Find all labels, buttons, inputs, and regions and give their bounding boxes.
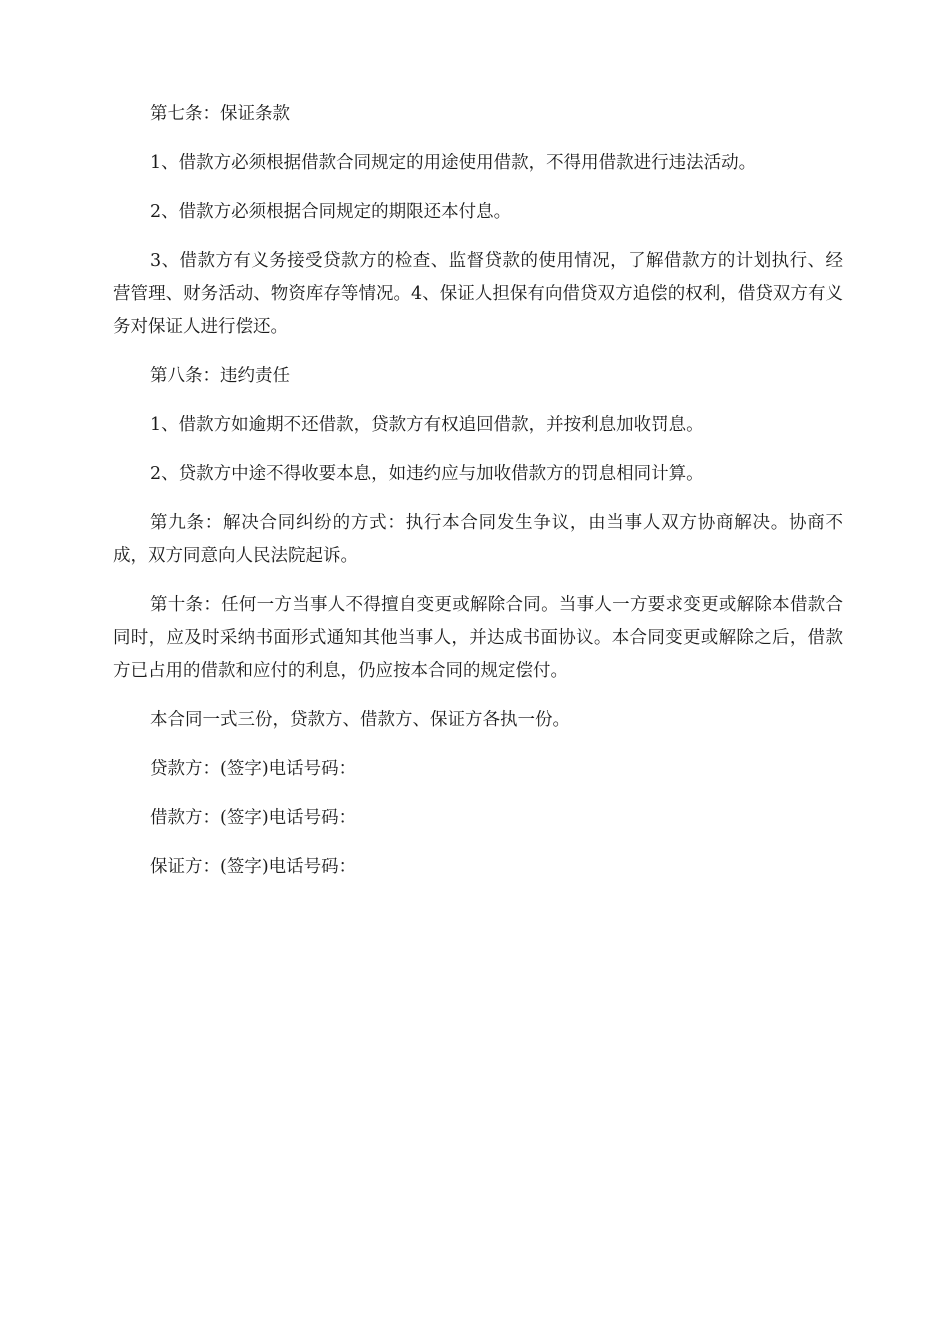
article-7-clause-2: 2、借款方必须根据合同规定的期限还本付息。 xyxy=(150,202,512,222)
article-9: 第九条：解决合同纠纷的方式：执行本合同发生争议，由当事人双方协商解决。协商不成，双方同意向人民法院起诉。 xyxy=(113,513,843,566)
article-8-clause-1: 1、借款方如逾期不还借款，贷款方有权追回借款，并按利息加收罚息。 xyxy=(150,415,704,435)
article-7-clause-1: 1、借款方必须根据借款合同规定的用途使用借款，不得用借款进行违法活动。 xyxy=(150,153,757,173)
article-7-clause-3-4: 3、借款方有义务接受贷款方的检查、监督贷款的使用情况，了解借款方的计划执行、经营管理、财务活动、物资库存等情况。4、保证人担保有向借贷双方追偿的权利，借贷双方有义务对保证人进行偿还。 xyxy=(113,251,843,337)
guarantor-signature-line: 保证方：(签字)电话号码： xyxy=(150,857,357,877)
borrower-signature-line: 借款方：(签字)电话号码： xyxy=(150,808,357,828)
article-8-heading: 第八条：违约责任 xyxy=(150,366,290,386)
copies-statement: 本合同一式三份，贷款方、借款方、保证方各执一份。 xyxy=(150,710,570,730)
article-10: 第十条：任何一方当事人不得擅自变更或解除合同。当事人一方要求变更或解除本借款合同时，应及时采纳书面形式通知其他当事人，并达成书面协议。本合同变更或解除之后，借款方已占用的借款和应付的利息，仍应按本合同的规定偿付。 xyxy=(113,595,843,681)
article-8-clause-2: 2、贷款方中途不得收要本息，如违约应与加收借款方的罚息相同计算。 xyxy=(150,464,704,484)
article-7-heading: 第七条：保证条款 xyxy=(150,104,290,124)
lender-signature-line: 贷款方：(签字)电话号码： xyxy=(150,759,357,779)
document-body xyxy=(113,98,843,900)
